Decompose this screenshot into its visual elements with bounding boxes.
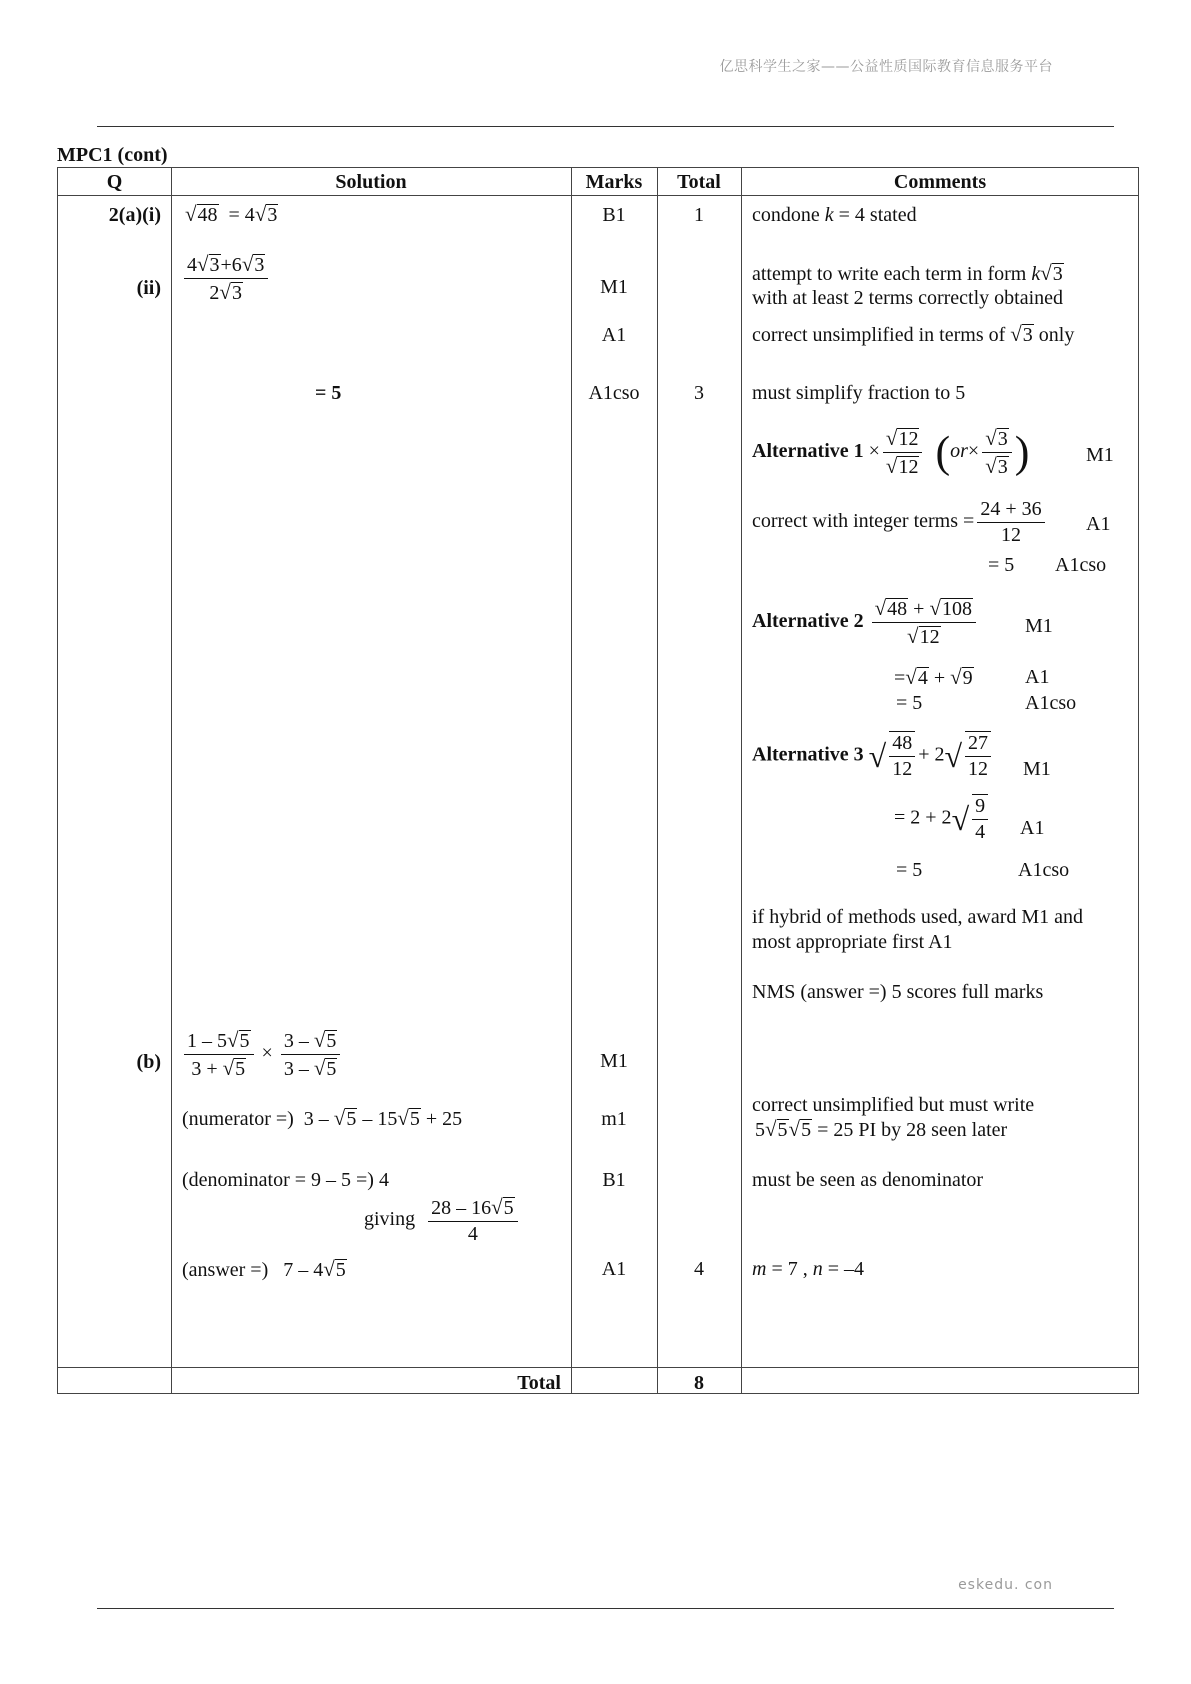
mark-b-b1: B1 [602, 1169, 626, 1191]
mark-b-m1-method: m1 [601, 1108, 627, 1130]
question-label: (b) [136, 1051, 161, 1073]
solution-b-answer: (answer =) 7 – 4√5 [182, 1257, 346, 1281]
comment-hybrid-1: if hybrid of methods used, award M1 and [752, 906, 1084, 928]
total-row-divider [58, 1367, 1138, 1368]
comment-aii-2: correct unsimplified in terms of √3 only [752, 322, 1075, 346]
col-divider [741, 168, 742, 1393]
mark-scheme-table [57, 167, 1139, 1394]
total-b: 4 [694, 1258, 704, 1280]
solution-aii-result: = 5 [315, 382, 342, 404]
comment-b-2a: correct unsimplified but must write [752, 1094, 1035, 1116]
alternative-3: Alternative 3 √ $\frac{48}{12}$ + 2√ $\frac{27}{12}$ [752, 731, 994, 781]
mark-aii-a1cso: A1cso [588, 382, 640, 404]
solution-b-giving: giving $\frac{28 - 16√5}{4}$ [364, 1195, 521, 1246]
alternative-1: Alternative 1 × $\frac{√12}{√12}$ (or× $\frac{√3}{√3}$ ) [752, 426, 1030, 478]
mark-ai: B1 [602, 204, 626, 226]
mark-aii-a1: A1 [601, 324, 627, 346]
question-label: 2(a)(i) [108, 204, 161, 226]
col-header-comments: Comments [893, 171, 987, 193]
alt1-line2: correct with integer terms = $\frac{24 + 36}{12}$ [752, 498, 1048, 547]
alt2-mark2: A1 [1025, 666, 1050, 688]
mark-b-m1: M1 [600, 1050, 628, 1072]
alt3-line2: = 2 + 2√ $\frac{9}{4}$ [894, 794, 991, 844]
total-row-label: Total [517, 1372, 561, 1394]
alt2-mark3: A1cso [1025, 692, 1077, 714]
total-ai: 1 [694, 204, 704, 226]
solution-b-product: $\frac{1 - 5√5}{3 + √5}$ × $\frac{3 - √5}{3 - √5}$ [181, 1028, 343, 1081]
comment-b-2b: 5√5√5 = 25 PI by 28 seen later [755, 1117, 1008, 1141]
section-title: MPC1 (cont) [57, 144, 168, 166]
solution-aii-fraction: $\frac{4√3+6√3}{2√3}$ [181, 252, 271, 305]
question-label: (ii) [136, 277, 161, 299]
comment-aii-1: attempt to write each term in form k√3 [752, 261, 1063, 285]
solution-b-denominator: (denominator = 9 – 5 =) 4 [182, 1169, 389, 1191]
site-footer-text: eskedu. con [958, 1577, 1053, 1593]
solution-ai: √48 = 4√3 [185, 202, 278, 226]
comment-b-3: must be seen as denominator [752, 1169, 984, 1191]
alt1-line3: = 5 [988, 554, 1015, 576]
footer-rule [97, 1608, 1114, 1609]
alt2-mark: M1 [1025, 615, 1053, 637]
alt2-line3: = 5 [896, 692, 923, 714]
alt3-mark2: A1 [1020, 817, 1045, 839]
comment-aii-1b: with at least 2 terms correctly obtained [752, 287, 1064, 309]
comment-nms: NMS (answer =) 5 scores full marks [752, 981, 1044, 1003]
alt2-line2: =√4 + √9 [894, 665, 973, 689]
total-aii: 3 [694, 382, 704, 404]
alt1-mark: M1 [1086, 444, 1114, 466]
col-header-total: Total [677, 171, 721, 193]
col-header-marks: Marks [585, 171, 643, 193]
comment-ai: condone k = 4 stated [752, 204, 917, 226]
alt3-line3: = 5 [896, 859, 923, 881]
solution-b-numerator: (numerator =) 3 – √5 – 15√5 + 25 [182, 1106, 463, 1130]
mark-aii-m1: M1 [600, 276, 628, 298]
header-row-divider [58, 195, 1138, 196]
site-header-text: 亿思科学生之家——公益性质国际教育信息服务平台 [719, 59, 1053, 75]
header-rule [97, 126, 1114, 127]
alt1-mark3: A1cso [1055, 554, 1107, 576]
col-header-solution: Solution [335, 171, 407, 193]
mark-b-a1: A1 [601, 1258, 627, 1280]
col-divider [657, 168, 658, 1393]
alt3-mark: M1 [1023, 758, 1051, 780]
comment-hybrid-2: most appropriate first A1 [752, 931, 953, 953]
total-row-value: 8 [694, 1372, 704, 1394]
comment-b-4: m = 7 , n = –4 [752, 1258, 865, 1280]
alternative-2: Alternative 2 $\frac{√48 + √108}{√12}$ [752, 596, 979, 649]
alt1-mark2: A1 [1086, 513, 1111, 535]
alt3-mark3: A1cso [1018, 859, 1070, 881]
comment-aii-3: must simplify fraction to 5 [752, 382, 966, 404]
col-divider [171, 168, 172, 1393]
col-header-q: Q [106, 171, 123, 193]
col-divider [571, 168, 572, 1393]
